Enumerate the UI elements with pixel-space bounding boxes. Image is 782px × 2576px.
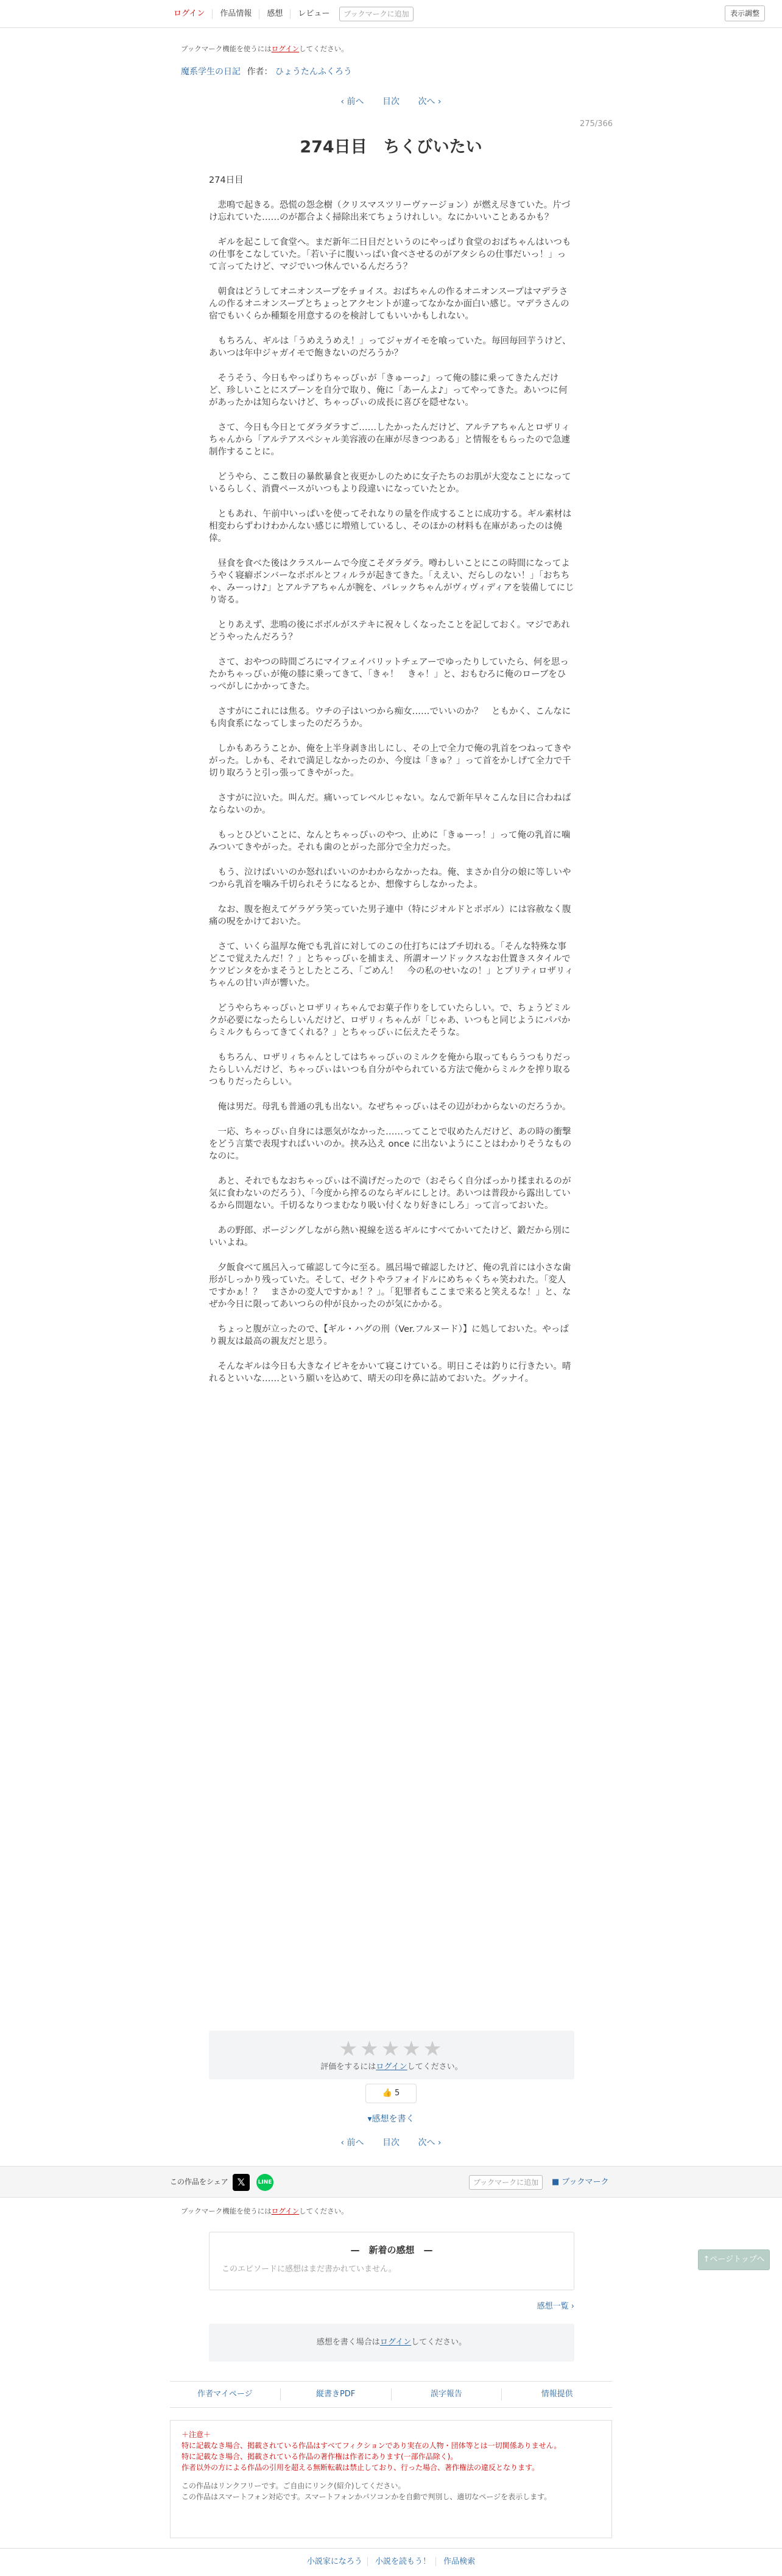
body-paragraph: どうやらちゃっぴぃとロザリィちゃんでお菓子作りをしていたらしい。で、ちょうどミルクが必要になったらしいんだけど、ロザリィちゃんが「じゃあ、いつもと同じようにパパからミルクもらってきてくれる？」とちゃっぴぃに伝えたそうな。	[209, 1003, 571, 1038]
note-login-link[interactable]: ログイン	[271, 44, 300, 53]
body-paragraph: しかもあろうことか、俺を上半身剥き出しにし、その上で全力で俺の乳首をつねってきやがった。しかも、それで満足しなかったのか、今度は「きゅ？」って首をかしげて全力で千切り取ろうと引っ張ってきやがった。	[209, 744, 571, 778]
kansou-link[interactable]: 感想	[259, 9, 291, 19]
bookmark-login-note	[181, 44, 348, 54]
site-footer	[0, 2548, 782, 2576]
body-paragraph: さて、今日も今日とてダラダラすご……したかったんだけど、アルテアちゃんとロザリィちゃんから「アルテアスペシャル美容液の在庫が尽きつつある」と情報をもらったので急遽制作することに。	[209, 423, 571, 457]
body-paragraphs	[209, 199, 574, 1385]
rating-login-link[interactable]: ログイン	[376, 2062, 407, 2072]
notice-red-3: 作者以外の方による作品の引用を超える無断転載は禁止しており、行った場合、著作権法の違反となります。	[181, 2463, 540, 2472]
note-prefix-bottom: ブックマーク機能を使うには	[181, 2207, 272, 2215]
top-navbar	[0, 0, 782, 28]
write-kansou-toggle[interactable]: ▾感想を書く	[367, 2114, 415, 2124]
body-paragraph: もっとひどいことに、なんとちゃっぴぃのやつ、止めに「きゅーっ！」って俺の乳首に噛みついてきやがった。それも歯のとがった部分で全力だった。	[209, 830, 571, 852]
work-info-link[interactable]: 作品情報	[213, 9, 259, 19]
write-prefix: 感想を書く場合は	[316, 2338, 380, 2347]
body-paragraph: あと、それでもなおちゃっぴぃは不満げだったので（おそらく自分ばっかり揉まれるのが気に食わないのだろう）、「今度から搾るのならギルにしとけ。あいつは普段から露出しているから問題ない。千切るなりつまむなり吸い付くなり好きにしろ」って言っておいた。	[209, 1177, 571, 1211]
site-link-search[interactable]: 作品検索	[443, 2557, 476, 2566]
next-link-bottom[interactable]: 次へ ›	[418, 2138, 442, 2148]
bookmark-add-button[interactable]: ブックマークに追加	[339, 7, 413, 21]
review-link[interactable]: レビュー	[298, 9, 330, 18]
new-kansou-box	[209, 2232, 574, 2290]
body-paragraph: あの野郎、ポージングしながら熱い視線を送るギルにすべてかいてたけど、鍛だから別にいいよね。	[209, 1226, 571, 1248]
body-paragraph: もちろん、ロザリィちゃんとしてはちゃっぴぃのミルクを俺から取ってもらうつもりだったらしいんだけど、ちゃっぴぃはいつも自分がやられている方法で俺からミルクを搾り取るつもりだったらしい。	[209, 1053, 571, 1087]
author-mypage-link[interactable]: 作者マイページ	[170, 2388, 281, 2401]
site-link-narou[interactable]: 小説家になろう	[302, 2557, 368, 2566]
body-paragraph: さすがにこれには焦る。ウチの子はいつから痴女……でいいのか？ ともかく、こんなにも肉食系になってしまったのだろうか。	[209, 707, 571, 729]
toc-link[interactable]: 目次	[382, 97, 400, 107]
body-paragraph: どうやら、ここ数日の暴飲暴食と夜更かしのために女子たちのお肌が大変なことになっているらしく、消費ペースがいつもより段違いになっていたとか。	[209, 472, 571, 494]
x-share-icon[interactable]: 𝕏	[233, 2174, 250, 2191]
note-login-link-bottom[interactable]: ログイン	[271, 2207, 300, 2215]
rating-prefix: 評価をするには	[320, 2062, 376, 2072]
write-suffix: してください。	[411, 2338, 467, 2347]
write-kansou-box	[209, 2324, 574, 2362]
body-paragraph: 朝食はどうしてオニオンスープをチョイス。おばちゃんの作るオニオンスープはマデラさんの作るオニオンスープとちょっとアクセントが違ってなかなか面白い感じ。マデラさんの宿でもいくらか種類を用意するのを検討してもいいかもしれない。	[209, 287, 569, 321]
body-paragraph: 俺は男だ。母乳も普通の乳も出ない。なぜちゃっぴぃはその辺がわからないのだろうか。	[217, 1102, 571, 1112]
author-link[interactable]: ひょうたんふくろう	[275, 67, 352, 77]
episode-counter: 275/366	[579, 119, 613, 129]
site-link-yomou[interactable]: 小説を読もう！	[370, 2557, 436, 2566]
episode-body	[209, 174, 574, 1398]
kansou-list-link[interactable]: 感想一覧 ›	[537, 2302, 574, 2311]
series-title-link[interactable]: 魔系学生の日記	[181, 67, 241, 77]
share-bookmark-link[interactable]: ■ ブックマーク	[552, 2178, 609, 2187]
login-link[interactable]: ログイン	[170, 9, 213, 19]
notice-head: ＋注意＋	[181, 2430, 211, 2439]
notice-red-2: 特に記載なき場合、掲載されている作品の著作権は作者にあります(一部作品除く)。	[181, 2452, 458, 2461]
body-paragraph: ともあれ、午前中いっぱいを使ってそれなりの量を作成することに成功する。ギル素材は相変わらずわけわかんない感じに増殖しているし、そのほかの材料も在庫があったのは僥倖。	[209, 509, 572, 543]
body-paragraph: そんなギルは今日も大きなイビキをかいて寝こけている。明日こそは釣りに行きたい。晴れるといいな……という願いを込めて、晴天の印を鼻に詰めておいた。グッナイ。	[209, 1362, 571, 1384]
notice-box	[170, 2420, 612, 2538]
new-kansou-title: — 新着の感想 —	[350, 2245, 433, 2256]
display-settings-button[interactable]: 表示調整	[725, 5, 765, 21]
share-label: この作品をシェア	[170, 2178, 228, 2186]
info-report-link[interactable]: 情報提供	[541, 2390, 573, 2399]
rating-box	[209, 2031, 574, 2079]
body-paragraph: 夕飯食べて風呂入って確認して今に至る。風呂場で確認したけど、俺の乳首には小さな歯形がしっかり残っていた。そして、ゼクトやラフォイドルにめちゃくちゃ笑われた。「変人ですかぁ！？ まさかの変人ですかぁ！？」。「犯罪者もここまで来ると笑えるな！」と、なぜか今日に限ってあいつらの仲が良かったのが気にかかる。	[209, 1263, 571, 1309]
share-bar	[0, 2166, 782, 2198]
author-label: 作者：	[247, 67, 273, 77]
note-suffix-bottom: してください。	[299, 2207, 348, 2215]
share-bookmark-label: ブックマーク	[562, 2178, 609, 2187]
body-first-line: 274日目	[209, 175, 244, 185]
series-info	[181, 66, 352, 79]
note-suffix: してください。	[299, 44, 348, 53]
rating-suffix: してください。	[407, 2062, 463, 2072]
body-paragraph: とりあえず、悲鳴の後にポボルがステキに祝々しくなったことを記しておく。マジであれどうやったんだろう？	[209, 620, 570, 642]
bookmark-login-note-bottom	[181, 2206, 348, 2217]
notice-gray-1: この作品はリンクフリーです。ご自由にリンク(紹介)してください。	[181, 2482, 406, 2490]
rating-note	[209, 2061, 574, 2073]
toc-link-bottom[interactable]: 目次	[382, 2138, 400, 2148]
like-count: 5	[395, 2089, 400, 2098]
note-prefix: ブックマーク機能を使うには	[181, 44, 272, 53]
body-paragraph: もう、泣けばいいのか怒ればいいのかわからなかったね。俺、まさか自分の娘に等しいやつから乳首を噛み千切られそうになるとか、想像すらしなかったよ。	[209, 868, 571, 890]
footer-links	[170, 2381, 612, 2408]
star-rating[interactable]: ★★★★★	[339, 2037, 445, 2061]
prev-link[interactable]: ‹ 前へ	[340, 97, 364, 107]
page-top-button[interactable]: ↑ページトップへ	[698, 2249, 770, 2270]
top-pager	[0, 96, 782, 108]
body-paragraph: もちろん、ギルは「うめえうめえ！」ってジャガイモを喰っていた。毎回毎回芋うけど、あいつは年中ジャガイモで飽きないのだろうか？	[209, 336, 571, 358]
prev-link-bottom[interactable]: ‹ 前へ	[340, 2138, 364, 2148]
body-paragraph: さて、おやつの時間ごろにマイフェイバリットチェアーでゆったりしていたら、何を思ったかちゃっぴぃが俺の膝に乗ってきて、「きゃ！ きゃ！」と、おもむろに俺のローブをひっぺがしにかかってきた。	[209, 657, 569, 692]
body-paragraph: 昼食を食べた後はクラスルームで今度こそダラダラ。噂わしいことにこの時間になってようやく寝癖ボンバーなポボルとフィルラが起きてきた。「ええい、だらしのない！」「おちちゃ、みーっけ♪」とアルテアちゃんが腕を、パレックちゃんがヴィヴィディアを装備してにじり寄る。	[209, 559, 574, 605]
next-link[interactable]: 次へ ›	[418, 97, 442, 107]
notice-gray-2: この作品はスマートフォン対応です。スマートフォンかパソコンかを自動で判別し、適切なページを表示します。	[181, 2493, 552, 2501]
new-kansou-empty: このエピソードに感想はまだ書かれていません。	[222, 2264, 396, 2274]
body-paragraph: 一応、ちゃっぴぃ自身には悪気がなかった……ってことで収めたんだけど、あの時の衝撃をどう言葉で表現すればいいのか。挟み込え once に出ないようにことはわかりそうなものなのに。	[209, 1127, 572, 1161]
body-paragraph: そうそう、今日もやっぱりちゃっぴぃが「きゅーっ♪」って俺の膝に乗ってきたんだけど、珍しいことにスプーンを自分で取り、俺に「あーんよ♪」ってやってきた。あいつに何があったかは知らないけど、ちゃっぴぃの成長に喜びを隠せない。	[209, 373, 568, 408]
line-share-icon[interactable]: LINE	[256, 2174, 273, 2191]
body-paragraph: さて、いくら温厚な俺でも乳首に対してのこの仕打ちにはブチ切れる。「そんな特殊な事どこで覚えたんだ！？」とちゃっぴぃを捕まえ、所謂オーソドックスなお仕置きスタイルでケツピンタをかまそうとしたところ、「ごめん！ 今の私のせいなの！」とプリティロザリィちゃんの甘い声が響いた。	[209, 942, 574, 988]
body-paragraph: さすがに泣いた。叫んだ。痛いってレベルじゃない。なんで新年早々こんな目に合わねばならないのか。	[209, 793, 571, 815]
vertical-pdf-link[interactable]: 縦書きPDF	[281, 2388, 392, 2401]
body-paragraph: なお、腹を抱えてゲラゲラ笑っていた男子連中（特にジオルドとポボル）には容赦なく腹痛の呪をかけておいた。	[209, 905, 571, 927]
typo-report-link[interactable]: 誤字報告	[392, 2388, 502, 2401]
write-login-link[interactable]: ログイン	[379, 2338, 412, 2347]
top-nav-links	[170, 4, 414, 24]
body-paragraph: ギルを起こして食堂へ。まだ新年二日目だというのにやっぱり食堂のおばちゃんはいつもの仕事をこなしていた。「若い子に腹いっぱい食べさせるのがアタシらの仕事だいっ！」って言ってたけど、マジでいつ休んでいるんだろう？	[209, 238, 571, 272]
body-paragraph: 悲鳴で起きる。恐慌の怨念樹（クリスマスツリーヴァージョン）が燃え尽きていた。片づけ忘れていた……のが都合よく掃除出来てちょうけれしい。なにかいいことあるかも？	[209, 200, 571, 222]
notice-red-1: 特に記載なき場合、掲載されている作品はすべてフィクションであり実在の人物・団体等とは一切関係ありません。	[181, 2441, 562, 2450]
episode-title: 274日目 ちくびいたい	[300, 138, 482, 157]
share-bookmark-add-button[interactable]: ブックマークに追加	[469, 2175, 543, 2190]
body-paragraph: ちょっと腹が立ったので、【ギル・ハグの刑（Ver.フルヌード）】に処しておいた。やっぱり親友は最高の親友だと思う。	[209, 1325, 569, 1346]
like-button[interactable]	[365, 2084, 417, 2103]
bottom-pager	[0, 2137, 782, 2150]
thumbs-up-icon: 👍	[382, 2089, 392, 2098]
